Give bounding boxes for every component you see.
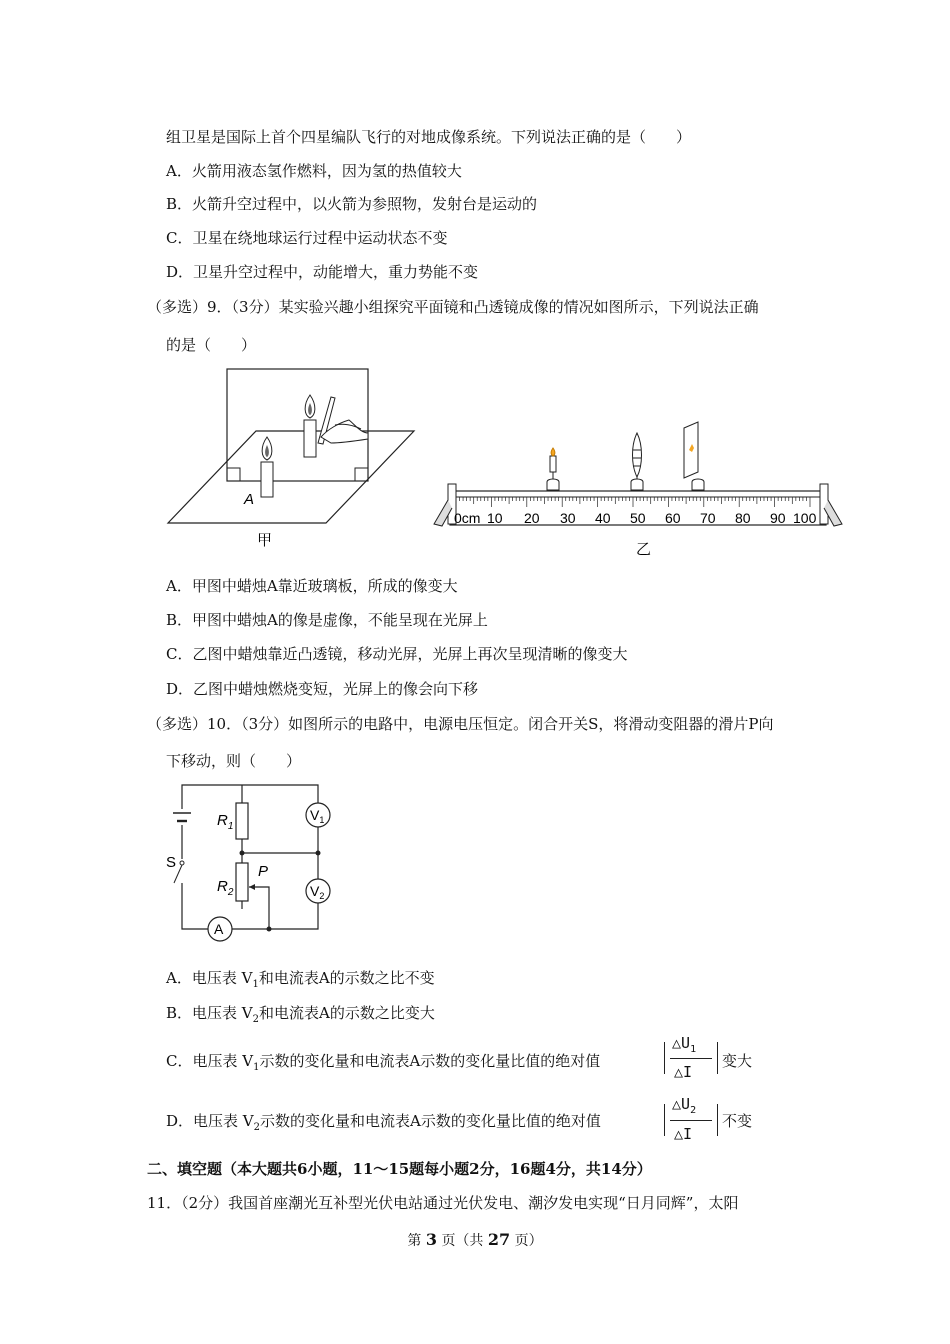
q10-option-a (166, 968, 435, 995)
hand-with-pencil (318, 397, 368, 444)
subscript: 1 (252, 979, 259, 990)
q10-stem-line2: 下移动，则（ ） (166, 752, 302, 770)
convex-lens (631, 433, 643, 490)
q10-stem-line1: （多选）10．（3分）如图所示的电路中，电源电压恒定。闭合开关S，将滑动变阻器的滑片P向 (147, 715, 774, 733)
voltmeter-v2 (306, 879, 330, 903)
r1-label: $R_1$ (217, 812, 234, 832)
q8-option-b: B．火箭升空过程中，以火箭为参照物，发射台是运动的 (166, 195, 538, 213)
fraction-numerator: $\triangle U_1$ (672, 1034, 697, 1055)
opt-text: 和电流表A的示数之比不变 (258, 969, 435, 987)
q11-stem: 11．（2分）我国首座潮光互补型光伏电站通过光伏发电、潮汐发电实现“日月同辉”，太阳 (147, 1194, 739, 1212)
candle-a-label: A (244, 491, 255, 508)
q9-option-b: B．甲图中蜡烛A的像是虚像，不能呈现在光屏上 (166, 611, 488, 629)
q10-d-tail: 不变 (722, 1112, 753, 1130)
tick-label-60: 60 (665, 510, 681, 526)
subscript: 1 (253, 1062, 260, 1073)
tick-label-100: 100 (793, 510, 817, 526)
fraction-bar (670, 1058, 712, 1059)
opt-text: 和电流表A的示数之比变大 (259, 1004, 435, 1022)
tick-label-20: 20 (524, 510, 540, 526)
figure-jia-caption: 甲 (257, 532, 273, 549)
abs-bar-left (664, 1104, 665, 1136)
figure-yi-optical-bench (430, 420, 850, 560)
candle-holder (547, 448, 559, 490)
q10-option-d (166, 1111, 601, 1138)
page-footer (0, 1230, 950, 1250)
footer-text: 页） (514, 1233, 543, 1249)
ammeter-a (208, 917, 232, 941)
slider-p-label: P (258, 863, 269, 880)
opt-text: D．电压表 V (166, 1112, 254, 1130)
q8-option-a: A．火箭用液态氢作燃料，因为氢的热值较大 (166, 162, 462, 180)
light-screen (684, 422, 704, 490)
plate-support-left (227, 468, 240, 481)
tick-label-90: 90 (770, 510, 786, 526)
q8-option-c: C．卫星在绕地球运行过程中运动状态不变 (166, 229, 448, 247)
abs-bar-right (717, 1042, 718, 1074)
figure-circuit (160, 775, 340, 945)
figure-yi-caption: 乙 (636, 541, 652, 558)
subscript: 2 (253, 1122, 261, 1133)
q8-stem-continuation: 组卫星是国际上首个四星编队飞行的对地成像系统。下列说法正确的是（ ） (166, 128, 692, 146)
q9-option-c: C．乙图中蜡烛靠近凸透镜，移动光屏，光屏上再次呈现清晰的像变大 (166, 645, 628, 663)
fraction-denominator: △I (674, 1063, 693, 1081)
footer-text: 第 (407, 1233, 422, 1249)
opt-text: A．电压表 V (166, 969, 253, 987)
page-number: 3 (425, 1230, 437, 1249)
r2-label: $R_2$ (217, 878, 234, 898)
tick-label-0: 0cm (454, 510, 481, 526)
tick-label-40: 40 (595, 510, 611, 526)
ammeter-label: A (214, 921, 224, 937)
q10-c-tail: 变大 (722, 1052, 753, 1070)
junction-node (240, 851, 245, 856)
section-heading-fill-in: 二、填空题（本大题共6小题，11～15题每小题2分，16题4分，共14分） (147, 1160, 652, 1178)
subscript: 2 (252, 1014, 259, 1025)
v1-label: $V_1$ (310, 807, 325, 825)
opt-text: B．电压表 V (166, 1004, 253, 1022)
junction-node (267, 927, 272, 932)
fraction-numerator: $\triangle U_2$ (672, 1095, 697, 1116)
q9-stem-line1: （多选）9．（3分）某实验兴趣小组探究平面镜和凸透镜成像的情况如图所示，下列说法正确 (147, 298, 759, 316)
tick-label-30: 30 (560, 510, 576, 526)
voltmeter-v1 (306, 803, 330, 827)
plate-support-right (355, 468, 368, 481)
resistor-r1 (236, 803, 248, 839)
candle-a (261, 437, 273, 497)
table-plane (168, 431, 414, 523)
tick-label-70: 70 (700, 510, 716, 526)
opt-text: C．电压表 V (166, 1052, 254, 1070)
tick-label-10: 10 (487, 510, 503, 526)
tick-label-50: 50 (630, 510, 646, 526)
q10-option-b (166, 1003, 435, 1030)
rheostat-r2 (236, 863, 248, 901)
q9-option-d: D．乙图中蜡烛燃烧变短，光屏上的像会向下移 (166, 680, 479, 698)
figure-jia-plane-mirror (165, 365, 425, 555)
page-total: 27 (487, 1230, 511, 1249)
candle-image (304, 395, 316, 457)
bench-leg-left (434, 484, 456, 526)
footer-text: 页（共 (441, 1233, 484, 1249)
q9-stem-line2: 的是（ ） (166, 336, 257, 354)
junction-node (316, 851, 321, 856)
battery-icon (173, 813, 191, 821)
circuit-wires (182, 785, 318, 929)
opt-text: 示数的变化量和电流表A示数的变化量比值的绝对值 (259, 1052, 601, 1070)
q10-option-c (166, 1051, 600, 1078)
q9-option-a: A．甲图中蜡烛A靠近玻璃板，所成的像变大 (166, 577, 458, 595)
opt-text: 示数的变化量和电流表A示数的变化量比值的绝对值 (260, 1112, 601, 1130)
fraction-denominator: △I (674, 1125, 693, 1143)
bench-leg-right (820, 484, 842, 526)
v2-label: $V_2$ (310, 883, 325, 901)
q8-option-d: D．卫星升空过程中，动能增大，重力势能不变 (166, 263, 479, 281)
slider-p-arrow (249, 884, 255, 890)
abs-bar-left (664, 1042, 665, 1074)
switch-label: S (166, 854, 177, 871)
tick-label-80: 80 (735, 510, 751, 526)
fraction-bar (670, 1120, 712, 1121)
abs-bar-right (717, 1104, 718, 1136)
